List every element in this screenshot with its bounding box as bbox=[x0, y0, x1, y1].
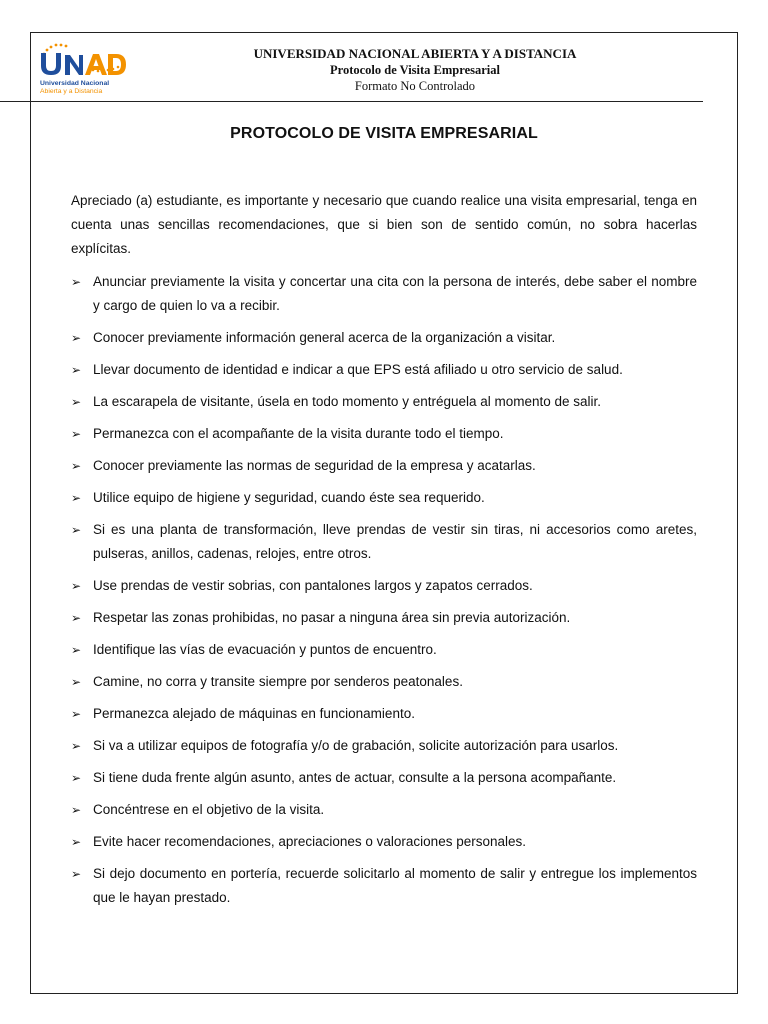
arrow-bullet-icon: ➢ bbox=[71, 803, 82, 817]
arrow-bullet-icon: ➢ bbox=[71, 771, 82, 785]
arrow-bullet-icon: ➢ bbox=[71, 459, 82, 473]
arrow-bullet-icon: ➢ bbox=[71, 739, 82, 753]
list-item bbox=[71, 422, 697, 446]
list-item-text: Respetar las zonas prohibidas, no pasar a ninguna área sin previa autorización. bbox=[93, 610, 571, 625]
arrow-bullet-icon: ➢ bbox=[71, 275, 82, 289]
list-item bbox=[71, 734, 697, 758]
list-item bbox=[71, 454, 697, 478]
protocol-name: Protocolo de Visita Empresarial bbox=[329, 63, 500, 77]
arrow-bullet-icon: ➢ bbox=[71, 523, 82, 537]
arrow-bullet-icon: ➢ bbox=[71, 579, 82, 593]
list-item bbox=[71, 670, 697, 694]
list-item bbox=[71, 518, 697, 566]
list-item-text: Conocer previamente información general acerca de la organización a visitar. bbox=[93, 330, 556, 345]
list-item-text: Concéntrese en el objetivo de la visita. bbox=[93, 802, 325, 817]
arrow-bullet-icon: ➢ bbox=[71, 363, 82, 377]
logo-subtitle-line1: Universidad Nacional bbox=[40, 80, 110, 87]
list-item bbox=[71, 830, 697, 854]
list-item bbox=[71, 574, 697, 598]
list-item-text: Permanezca alejado de máquinas en funcionamiento. bbox=[93, 706, 415, 721]
list-item-text: Conocer previamente las normas de seguridad de la empresa y acatarlas. bbox=[93, 458, 536, 473]
list-item bbox=[71, 702, 697, 726]
arrow-bullet-icon: ➢ bbox=[71, 611, 82, 625]
arrow-bullet-icon: ➢ bbox=[71, 707, 82, 721]
list-item-text: Identifique las vías de evacuación y puntos de encuentro. bbox=[93, 642, 437, 657]
list-item-text: Anunciar previamente la visita y concertar una cita con la persona de interés, debe saber el nombre y cargo de quien lo va a recibir. bbox=[93, 274, 697, 313]
list-item-text: Si dejo documento en portería, recuerde solicitarlo al momento de salir y entregue los implementos que le hayan prestado. bbox=[93, 866, 697, 905]
list-item bbox=[71, 638, 697, 662]
arrow-bullet-icon: ➢ bbox=[71, 491, 82, 505]
arrow-bullet-icon: ➢ bbox=[71, 427, 82, 441]
header-divider bbox=[0, 101, 703, 102]
list-item-text: La escarapela de visitante, úsela en todo momento y entréguela al momento de salir. bbox=[93, 394, 602, 409]
list-item bbox=[71, 270, 697, 318]
arrow-bullet-icon: ➢ bbox=[71, 643, 82, 657]
list-item bbox=[71, 606, 697, 630]
list-item-text: Permanezca con el acompañante de la visita durante todo el tiempo. bbox=[93, 426, 504, 441]
list-item-text: Si tiene duda frente algún asunto, antes de actuar, consulte a la persona acompañante. bbox=[93, 770, 617, 785]
list-item bbox=[71, 798, 697, 822]
intro-paragraph: Apreciado (a) estudiante, es importante y necesario que cuando realice una visita empresarial, tenga en cuenta unas sencillas recomendaciones, que si bien son de sentido común, no sobra hacerlas explícitas. bbox=[71, 193, 697, 256]
unad-logo bbox=[38, 40, 130, 96]
list-item-text: Utilice equipo de higiene y seguridad, cuando éste sea requerido. bbox=[93, 490, 485, 505]
logo-subtitle-line2: Abierta y a Distancia bbox=[40, 88, 103, 95]
list-item-text: Si va a utilizar equipos de fotografía y/o de grabación, solicite autorización para usarlos. bbox=[93, 738, 619, 753]
list-item-text: Llevar documento de identidad e indicar a que EPS está afiliado u otro servicio de salud. bbox=[93, 362, 623, 377]
list-item bbox=[71, 326, 697, 350]
arrow-bullet-icon: ➢ bbox=[71, 835, 82, 849]
list-item-text: Si es una planta de transformación, lleve prendas de vestir sin tiras, ni accesorios como aretes, pulseras, anillos, cadenas, relojes, entre otros. bbox=[93, 522, 697, 561]
list-item-text: Evite hacer recomendaciones, apreciaciones o valoraciones personales. bbox=[93, 834, 526, 849]
arrow-bullet-icon: ➢ bbox=[71, 331, 82, 345]
list-item bbox=[71, 390, 697, 414]
list-item-text: Use prendas de vestir sobrias, con pantalones largos y zapatos cerrados. bbox=[93, 578, 533, 593]
university-name: UNIVERSIDAD NACIONAL ABIERTA Y A DISTANCIA bbox=[253, 46, 577, 61]
arrow-bullet-icon: ➢ bbox=[71, 675, 82, 689]
arrow-bullet-icon: ➢ bbox=[71, 395, 82, 409]
list-item bbox=[71, 862, 697, 910]
format-label: Formato No Controlado bbox=[354, 79, 476, 93]
arrow-bullet-icon: ➢ bbox=[71, 867, 82, 881]
unad-logo-graphic bbox=[38, 40, 130, 96]
recommendations-list bbox=[71, 270, 697, 918]
list-item bbox=[71, 766, 697, 790]
list-item-text: Camine, no corra y transite siempre por senderos peatonales. bbox=[93, 674, 463, 689]
document-header bbox=[130, 46, 700, 94]
list-item bbox=[71, 486, 697, 510]
document-title: PROTOCOLO DE VISITA EMPRESARIAL bbox=[230, 125, 538, 142]
list-item bbox=[71, 358, 697, 382]
